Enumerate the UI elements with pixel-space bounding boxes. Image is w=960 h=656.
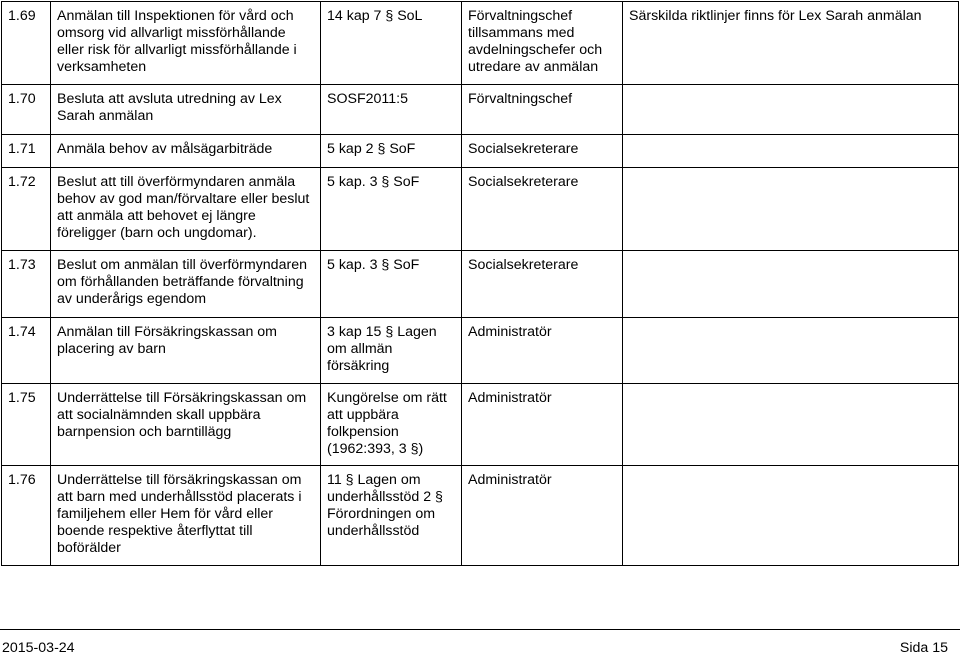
row-lagrum: 11 § Lagen om underhållsstöd 2 § Förordningen om underhållsstöd bbox=[321, 466, 462, 566]
table-row bbox=[2, 168, 959, 251]
row-description: Underrättelse till försäkringskassan om att barn med underhållsstöd placerats i familjehem eller Hem för vård eller boende respektive återflyttat till boförälder bbox=[51, 466, 321, 566]
row-note: Särskilda riktlinjer finns för Lex Sarah anmälan bbox=[623, 2, 959, 85]
row-delegat: Socialsekreterare bbox=[462, 251, 623, 318]
row-number: 1.71 bbox=[2, 135, 51, 168]
row-description: Underrättelse till Försäkringskassan om att socialnämnden skall uppbära barnpension och barntillägg bbox=[51, 384, 321, 466]
row-delegat: Förvaltningschef bbox=[462, 85, 623, 135]
row-lagrum: SOSF2011:5 bbox=[321, 85, 462, 135]
row-description: Anmälan till Försäkringskassan om placering av barn bbox=[51, 318, 321, 384]
table-row bbox=[2, 466, 959, 566]
row-number: 1.70 bbox=[2, 85, 51, 135]
row-number: 1.75 bbox=[2, 384, 51, 466]
row-delegat: Förvaltningschef tillsammans med avdelningschefer och utredare av anmälan bbox=[462, 2, 623, 85]
table-row bbox=[2, 85, 959, 135]
row-lagrum: 5 kap 2 § SoF bbox=[321, 135, 462, 168]
row-number: 1.72 bbox=[2, 168, 51, 251]
row-delegat: Administratör bbox=[462, 384, 623, 466]
table-row bbox=[2, 2, 959, 85]
row-description: Anmäla behov av målsägarbiträde bbox=[51, 135, 321, 168]
row-note bbox=[623, 251, 959, 318]
table-row bbox=[2, 384, 959, 466]
row-description: Beslut om anmälan till överförmyndaren om förhållanden beträffande förvaltning av underårigs egendom bbox=[51, 251, 321, 318]
table-row bbox=[2, 251, 959, 318]
row-note bbox=[623, 85, 959, 135]
row-number: 1.69 bbox=[2, 2, 51, 85]
row-delegat: Administratör bbox=[462, 466, 623, 566]
row-lagrum: 5 kap. 3 § SoF bbox=[321, 251, 462, 318]
row-note bbox=[623, 466, 959, 566]
footer-date: 2015-03-24 bbox=[2, 640, 75, 656]
table-row bbox=[2, 135, 959, 168]
row-note bbox=[623, 168, 959, 251]
page-footer bbox=[0, 629, 960, 655]
row-note bbox=[623, 135, 959, 168]
row-number: 1.76 bbox=[2, 466, 51, 566]
row-lagrum: Kungörelse om rätt att uppbära folkpension (1962:393, 3 §) bbox=[321, 384, 462, 466]
row-delegat: Socialsekreterare bbox=[462, 168, 623, 251]
row-delegat: Administratör bbox=[462, 318, 623, 384]
row-lagrum: 14 kap 7 § SoL bbox=[321, 2, 462, 85]
row-description: Beslut att till överförmyndaren anmäla behov av god man/förvaltare eller beslut att anmäla att behovet ej längre föreligger (barn och ungdomar). bbox=[51, 168, 321, 251]
row-lagrum: 5 kap. 3 § SoF bbox=[321, 168, 462, 251]
row-description: Anmälan till Inspektionen för vård och omsorg vid allvarligt missförhållande eller risk för allvarligt missförhållande i verksamheten bbox=[51, 2, 321, 85]
row-number: 1.74 bbox=[2, 318, 51, 384]
row-lagrum: 3 kap 15 § Lagen om allmän försäkring bbox=[321, 318, 462, 384]
table-row bbox=[2, 318, 959, 384]
row-number: 1.73 bbox=[2, 251, 51, 318]
footer-page-number: Sida 15 bbox=[899, 640, 948, 656]
row-description: Besluta att avsluta utredning av Lex Sarah anmälan bbox=[51, 85, 321, 135]
row-delegat: Socialsekreterare bbox=[462, 135, 623, 168]
delegation-table bbox=[1, 1, 959, 566]
row-note bbox=[623, 318, 959, 384]
row-note bbox=[623, 384, 959, 466]
